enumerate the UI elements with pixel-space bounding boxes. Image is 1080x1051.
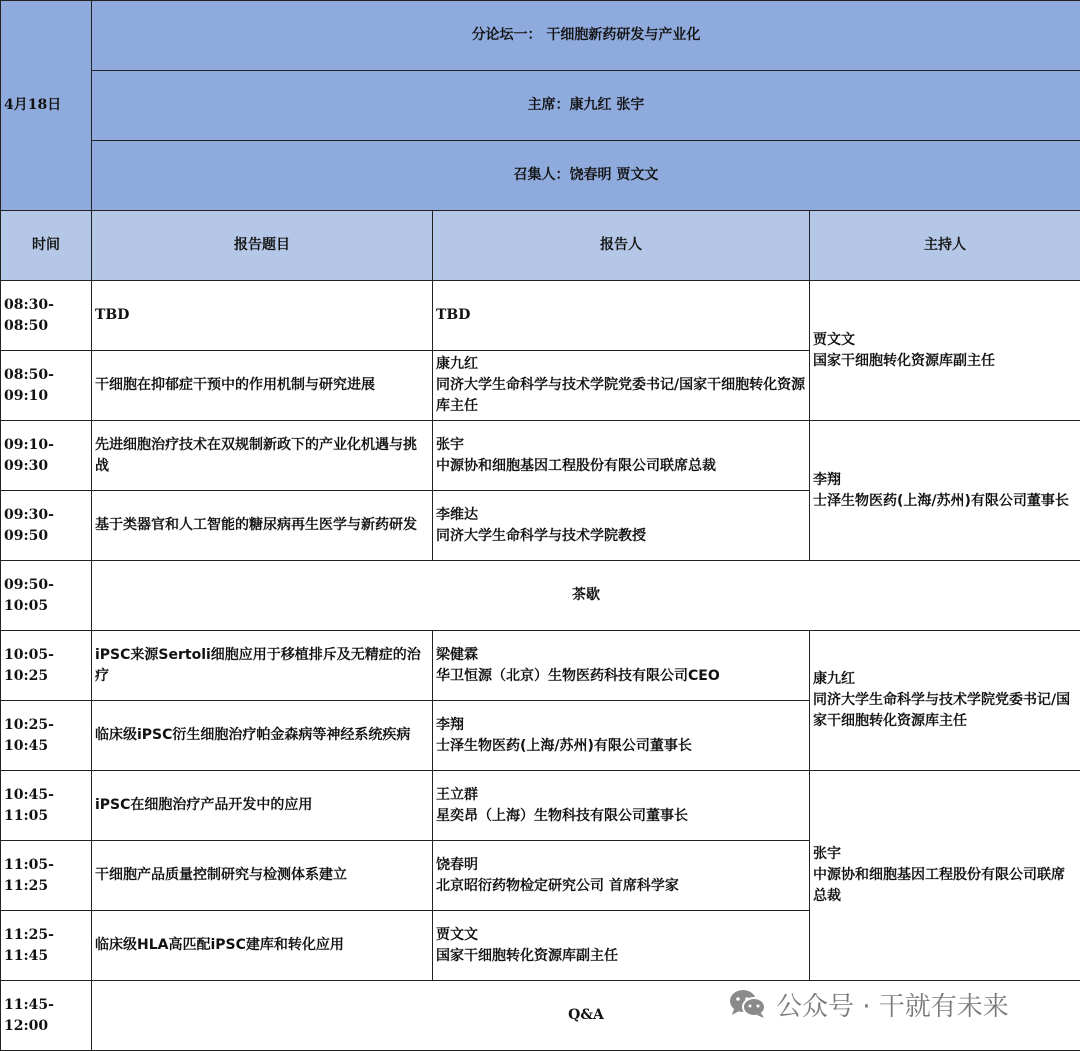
row-topic: 干细胞在抑郁症干预中的作用机制与研究进展	[92, 351, 433, 421]
table-row	[1, 771, 1080, 841]
forum-title: 分论坛一： 干细胞新药研发与产业化	[92, 1, 1080, 71]
qa-session: Q&A	[92, 981, 1080, 1051]
row-speaker	[433, 281, 810, 351]
column-header-topic: 报告题目	[92, 211, 433, 281]
row-host	[810, 631, 1080, 771]
column-header-speaker: 报告人	[433, 211, 810, 281]
row-host	[810, 421, 1080, 561]
table-row	[1, 281, 1080, 351]
wechat-icon	[728, 988, 768, 1020]
table-row-break	[1, 561, 1080, 631]
speaker-title: 华卫恒源（北京）生物医药科技有限公司CEO	[436, 666, 806, 687]
row-time: 08:50-09:10	[1, 351, 92, 421]
host-title: 国家干细胞转化资源库副主任	[813, 351, 1077, 372]
speaker-name: 张宇	[436, 435, 806, 456]
speaker-name: TBD	[436, 305, 806, 326]
host-title: 中源协和细胞基因工程股份有限公司联席总裁	[813, 865, 1077, 907]
row-time: 11:45-12:00	[1, 981, 92, 1051]
host-title: 同济大学生命科学与技术学院党委书记/国家干细胞转化资源库主任	[813, 690, 1077, 732]
host-title: 士泽生物医药(上海/苏州)有限公司董事长	[813, 491, 1077, 512]
row-topic: 干细胞产品质量控制研究与检测体系建立	[92, 841, 433, 911]
host-name: 张宇	[813, 844, 1077, 865]
row-speaker	[433, 491, 810, 561]
watermark-text: 公众号 · 干就有未来	[776, 986, 1009, 1023]
row-time: 10:45-11:05	[1, 771, 92, 841]
speaker-title: 国家干细胞转化资源库副主任	[436, 946, 806, 967]
row-speaker	[433, 841, 810, 911]
host-name: 康九红	[813, 669, 1077, 690]
row-speaker	[433, 631, 810, 701]
host-name: 李翔	[813, 470, 1077, 491]
row-speaker	[433, 771, 810, 841]
table-row	[1, 421, 1080, 491]
tea-break: 茶歇	[92, 561, 1080, 631]
row-time: 09:30-09:50	[1, 491, 92, 561]
speaker-title: 中源协和细胞基因工程股份有限公司联席总裁	[436, 456, 806, 477]
host-name: 贾文文	[813, 330, 1077, 351]
row-time: 10:05-10:25	[1, 631, 92, 701]
speaker-name: 李维达	[436, 505, 806, 526]
speaker-name: 贾文文	[436, 925, 806, 946]
row-host	[810, 771, 1080, 981]
column-header-time: 时间	[1, 211, 92, 281]
row-host	[810, 281, 1080, 421]
table-row	[1, 631, 1080, 701]
speaker-name: 康九红	[436, 354, 806, 375]
row-topic: 基于类器官和人工智能的糖尿病再生医学与新药研发	[92, 491, 433, 561]
row-speaker	[433, 421, 810, 491]
speaker-name: 王立群	[436, 785, 806, 806]
row-time: 11:05-11:25	[1, 841, 92, 911]
speaker-name: 饶春明	[436, 855, 806, 876]
column-header-host: 主持人	[810, 211, 1080, 281]
row-topic: iPSC在细胞治疗产品开发中的应用	[92, 771, 433, 841]
row-speaker	[433, 911, 810, 981]
row-time: 10:25-10:45	[1, 701, 92, 771]
speaker-title: 星奕昂（上海）生物科技有限公司董事长	[436, 806, 806, 827]
forum-chair: 主席：康九红 张宇	[92, 71, 1080, 141]
row-topic: iPSC来源Sertoli细胞应用于移植排斥及无精症的治疗	[92, 631, 433, 701]
speaker-title: 士泽生物医药(上海/苏州)有限公司董事长	[436, 736, 806, 757]
row-topic: 临床级HLA高匹配iPSC建库和转化应用	[92, 911, 433, 981]
speaker-title: 同济大学生命科学与技术学院党委书记/国家干细胞转化资源库主任	[436, 375, 806, 417]
row-time: 11:25-11:45	[1, 911, 92, 981]
row-topic: 先进细胞治疗技术在双规制新政下的产业化机遇与挑战	[92, 421, 433, 491]
speaker-name: 李翔	[436, 715, 806, 736]
speaker-name: 梁健霖	[436, 645, 806, 666]
row-time: 08:30-08:50	[1, 281, 92, 351]
row-time: 09:10-09:30	[1, 421, 92, 491]
speaker-title: 北京昭衍药物检定研究公司 首席科学家	[436, 876, 806, 897]
row-topic: TBD	[92, 281, 433, 351]
row-time: 09:50-10:05	[1, 561, 92, 631]
session-date: 4月18日	[1, 1, 92, 211]
row-speaker	[433, 701, 810, 771]
watermark	[728, 988, 1009, 1020]
row-topic: 临床级iPSC衍生细胞治疗帕金森病等神经系统疾病	[92, 701, 433, 771]
row-speaker	[433, 351, 810, 421]
speaker-title: 同济大学生命科学与技术学院教授	[436, 526, 806, 547]
forum-convener: 召集人：饶春明 贾文文	[92, 141, 1080, 211]
